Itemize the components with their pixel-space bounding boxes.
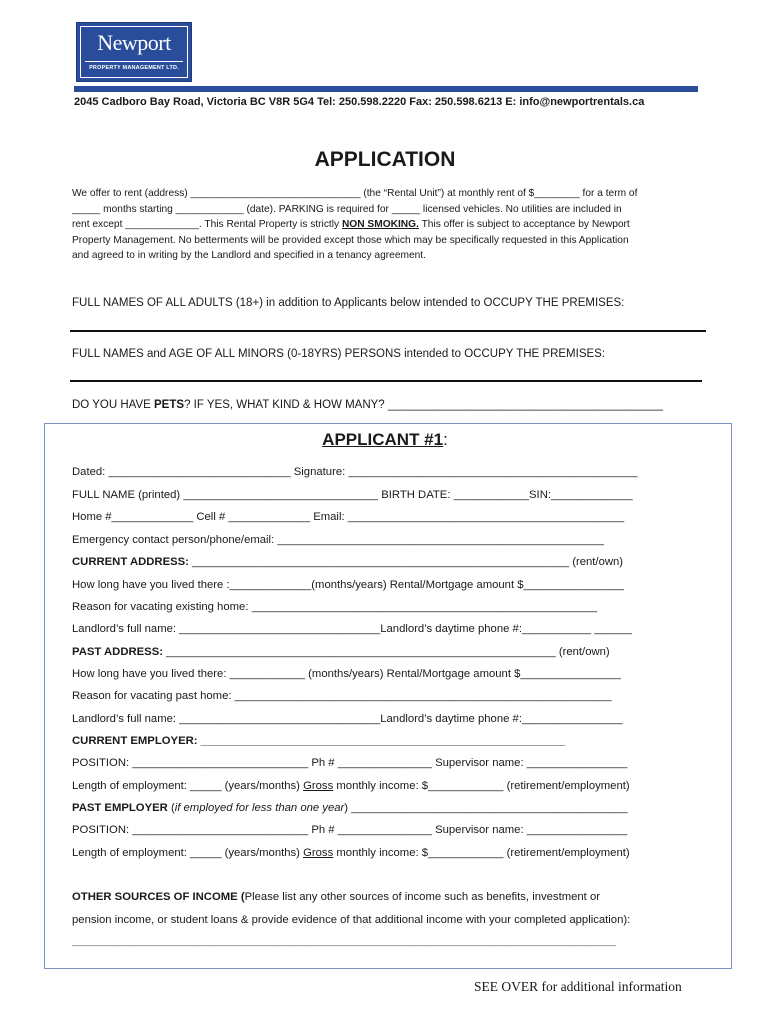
home-cell-email-field[interactable]: Home #_____________ Cell # _____________ Email: ____________________________________________ xyxy=(72,511,625,523)
emergency-contact-field[interactable]: Emergency contact person/phone/email: ____________________________________________________ xyxy=(72,534,605,546)
past-address-field[interactable]: PAST ADDRESS: ______________________________________________________________ (rent/own) xyxy=(72,646,610,658)
footer-note: SEE OVER for additional information xyxy=(474,979,682,994)
offer-line: _____ months starting ____________ (date). PARKING is required for _____ licensed vehicles. No utilities are included in xyxy=(72,203,622,215)
offer-paragraph xyxy=(72,186,700,264)
landlord-current-field[interactable]: Landlord’s full name: ________________________________Landlord’s daytime phone #:___________ ______ xyxy=(72,623,632,635)
offer-line: and agreed to in writing by the Landlord and specified in a tenancy agreement. xyxy=(72,250,426,262)
lived-current-field[interactable]: How long have you lived there :_____________(months/years) Rental/Mortgage amount $________________ xyxy=(72,579,625,591)
current-address-field[interactable]: CURRENT ADDRESS: ____________________________________________________________ (rent/own) xyxy=(72,556,624,568)
adults-question: FULL NAMES OF ALL ADULTS (18+) in addition to Applicants below intended to OCCUPY THE PREMISES: xyxy=(72,297,625,309)
position-current-field[interactable]: POSITION: ____________________________ Ph # _______________ Supervisor name: ________________ xyxy=(72,757,628,769)
non-smoking-text: NON SMOKING. xyxy=(341,219,419,231)
length-past-field[interactable]: Length of employment: _____ (years/months) Gross monthly income: $____________ (retirement/employment) xyxy=(72,847,630,859)
minors-answer-line[interactable] xyxy=(70,380,702,382)
applicant-title: APPLICANT #1: xyxy=(322,430,448,449)
company-address: 2045 Cadboro Bay Road, Victoria BC V8R 5G4 Tel: 250.598.2220 Fax: 250.598.6213 E: info@newportrentals.ca xyxy=(74,96,645,108)
length-current-field[interactable]: Length of employment: _____ (years/months) Gross monthly income: $____________ (retirement/employment) xyxy=(72,780,630,792)
full-name-field[interactable]: FULL NAME (printed) _______________________________ BIRTH DATE: ____________SIN:_____________ xyxy=(72,489,633,501)
offer-line: rent except _____________. This Rental Property is strictly NON SMOKING. This offer is subject to acceptance by Newport xyxy=(72,219,630,231)
other-income-label: OTHER SOURCES OF INCOME (Please list any other sources of income such as benefits, investment or xyxy=(72,891,601,903)
minors-question: FULL NAMES and AGE OF ALL MINORS (0-18YRS) PERSONS intended to OCCUPY THE PREMISES: xyxy=(72,348,606,360)
logo-subtitle: PROPERTY MANAGEMENT LTD. xyxy=(89,65,179,71)
offer-line: We offer to rent (address) ______________________________ (the “Rental Unit”) at monthly rent of $________ for a term of xyxy=(72,188,638,199)
reason-past-field[interactable]: Reason for vacating past home: ____________________________________________________________ xyxy=(72,690,612,702)
dated-signature-field[interactable]: Dated: _____________________________ Signature: ______________________________________________ xyxy=(72,466,638,478)
pets-question[interactable]: DO YOU HAVE PETS? IF YES, WHAT KIND & HOW MANY? ___________________________________________ xyxy=(72,399,663,411)
current-employer-field[interactable]: CURRENT EMPLOYER: __________________________________________________________ xyxy=(72,735,566,747)
adults-answer-line[interactable] xyxy=(70,330,706,332)
header-bar xyxy=(74,86,698,92)
past-employer-field[interactable]: PAST EMPLOYER (if employed for less than one year) ____________________________________________ xyxy=(72,802,628,814)
offer-line: Property Management. No betterments will be provided except those which may be specifically requested in this Application xyxy=(72,234,629,246)
newport-logo xyxy=(76,22,192,82)
position-past-field[interactable]: POSITION: ____________________________ Ph # _______________ Supervisor name: ________________ xyxy=(72,824,628,836)
landlord-past-field[interactable]: Landlord’s full name: ________________________________Landlord’s daytime phone #:________________ xyxy=(72,713,623,725)
reason-existing-field[interactable]: Reason for vacating existing home: _______________________________________________________ xyxy=(72,601,598,613)
lived-past-field[interactable]: How long have you lived there: ____________ (months/years) Rental/Mortgage amount $________________ xyxy=(72,668,621,680)
other-income-instructions: pension income, or student loans & provide evidence of that additional income with your completed application): xyxy=(72,914,631,926)
other-income-field[interactable]: _______________________________________________________________________________________________________ xyxy=(72,936,617,947)
page-title: APPLICATION xyxy=(314,148,456,171)
logo-rule xyxy=(85,61,183,62)
logo-wordmark: Newport xyxy=(97,30,171,55)
